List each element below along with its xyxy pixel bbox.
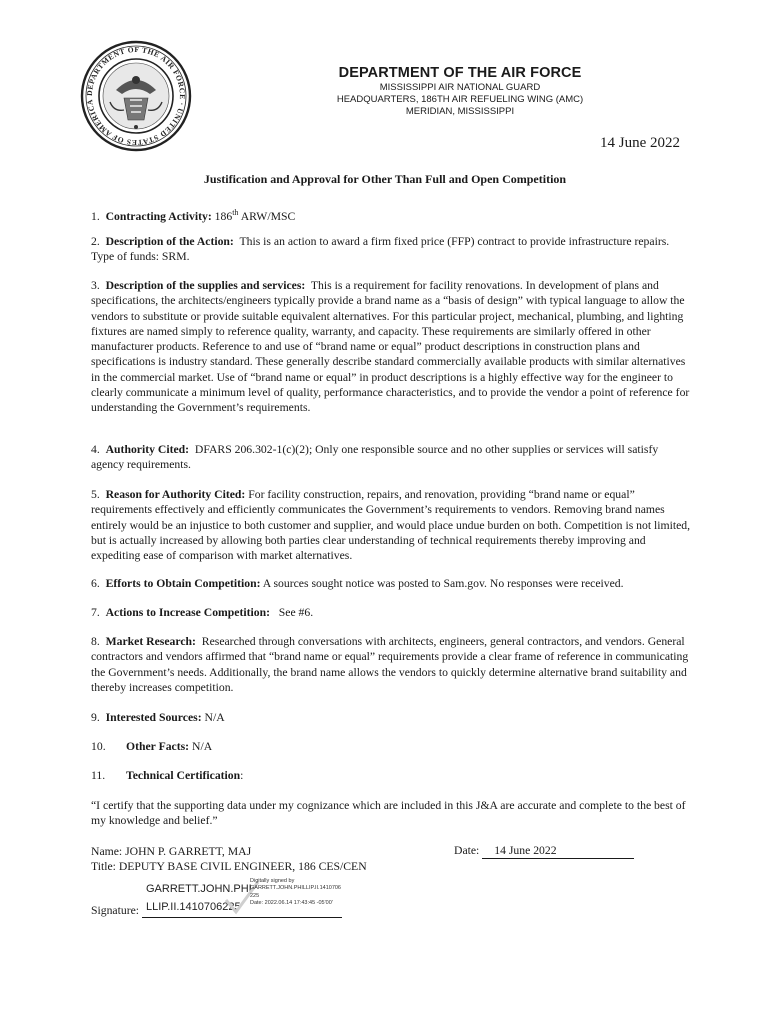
letterhead-department: DEPARTMENT OF THE AIR FORCE <box>338 65 582 81</box>
section-heading: Other Facts: <box>126 740 190 753</box>
section-text: For facility construction, repairs, and renovation, providing “brand name or equal” requirements effectively and efficiently communicates the Government’s requirements to vendors. Removing brand names entirely would be an injustice to both customer and supplier, and would place undue burden on both. Competition is not limited, but is actually increased by allowing both parties clear understanding of technical requirements thereby improving and expediting ease of comparison with market alternatives. <box>91 488 691 563</box>
section-heading: Description of the Action: <box>105 235 234 248</box>
section-number: 8. <box>91 635 100 648</box>
digital-signature-meta1: Digitally signed by <box>250 878 295 884</box>
letterhead-guard: MISSISSIPPI AIR NATIONAL GUARD <box>379 82 541 93</box>
document-date: 14 June 2022 <box>600 135 680 151</box>
digital-signature-meta2: GARRETT.JOHN.PHILLIP.II.1410706 <box>250 885 341 892</box>
section-text-post: ARW/MSC <box>238 209 296 223</box>
section-text: See #6. <box>278 606 314 619</box>
section-text: This is an action to award a firm fixed price (FFP) contract to provide infrastructure repairs. Type of funds: SRM. <box>91 235 670 264</box>
air-force-seal-icon <box>80 40 192 152</box>
signature-line[interactable] <box>142 917 342 918</box>
signer-name: Name: JOHN P. GARRETT, MAJ <box>91 845 252 858</box>
section-technical-certification <box>91 768 691 783</box>
signer-title: Title: DEPUTY BASE CIVIL ENGINEER, 186 CES/CEN <box>91 860 367 873</box>
digital-signature-meta <box>250 878 350 907</box>
section-number: 9. <box>91 711 100 724</box>
section-number: 3. <box>91 279 100 292</box>
document-title: Justification and Approval for Other Than Full and Open Competition <box>203 172 567 186</box>
letterhead <box>290 64 630 118</box>
section-text: N/A <box>192 740 213 753</box>
svg-text:DEPARTMENT OF THE AIR FORCE ·: DEPARTMENT OF THE AIR FORCE · UNITED STATES OF AMERICA <box>84 44 188 148</box>
section-heading: Actions to Increase Competition: <box>105 606 270 619</box>
section-number: 4. <box>91 443 100 456</box>
signer-block <box>91 844 367 874</box>
section-text: : <box>240 769 244 782</box>
section-efforts-competition <box>91 576 691 591</box>
section-authority-cited <box>91 442 691 473</box>
signature-date-label: Date: <box>454 844 480 857</box>
section-market-research <box>91 634 691 695</box>
section-description-supplies <box>91 278 691 416</box>
section-number: 5. <box>91 488 100 501</box>
section-heading: Technical Certification <box>126 769 241 782</box>
section-number: 7. <box>91 606 100 619</box>
section-contracting-activity <box>91 205 691 224</box>
letterhead-hq: HEADQUARTERS, 186TH AIR REFUELING WING (AMC) <box>336 94 584 105</box>
section-text: Researched through conversations with architects, engineers, general contractors, and vendors. General contractors and vendors affirmed that “brand name or equal” requirements provide a clear frame of reference in communicating the Government’s needs. Additionally, the brand name allows the vendors to quickly determine alternative brand suitability and thereby increases competition. <box>91 635 689 694</box>
section-number: 2. <box>91 235 100 248</box>
section-heading: Reason for Authority Cited: <box>105 488 246 501</box>
section-heading: Interested Sources: <box>105 711 202 724</box>
section-heading: Market Research: <box>105 635 196 648</box>
section-heading: Authority Cited: <box>105 443 190 456</box>
section-other-facts <box>91 739 691 754</box>
digital-signature-meta4: Date: 2022.06.14 17:43:45 -05'00' <box>250 899 333 906</box>
letterhead-location: MERIDIAN, MISSISSIPPI <box>405 106 515 117</box>
section-text-sup: th <box>232 208 239 217</box>
section-heading: Description of the supplies and services: <box>105 279 306 292</box>
section-description-action <box>91 234 691 265</box>
section-text: 186 <box>214 209 233 223</box>
section-number: 11. <box>91 769 106 782</box>
section-heading: Contracting Activity: <box>105 209 212 223</box>
digital-signature-name-line1: GARRETT.JOHN.PHI <box>146 883 252 895</box>
section-number: 1. <box>91 209 100 223</box>
section-heading: Efforts to Obtain Competition: <box>105 577 261 590</box>
section-reason-authority <box>91 487 691 563</box>
signature-label: Signature: <box>91 904 140 917</box>
section-text: DFARS 206.302-1(c)(2); Only one responsible source and no other supplies or services will satisfy agency requirements. <box>91 443 659 472</box>
section-number: 6. <box>91 577 100 590</box>
signature-date-value: 14 June 2022 <box>482 844 634 859</box>
digital-signature-meta3: 225 <box>250 892 260 899</box>
section-text: A sources sought notice was posted to Sam.gov. No responses were received. <box>262 577 624 590</box>
certification-statement: “I certify that the supporting data under my cognizance which are included in this J&A are accurate and complete to the best of my knowledge and belief.” <box>91 799 686 828</box>
digital-signature-name-line2: LLIP.II.1410706225 <box>146 901 241 913</box>
section-actions-competition <box>91 605 691 620</box>
section-interested-sources <box>91 710 691 725</box>
section-number: 10. <box>91 740 106 753</box>
signature-date <box>454 844 634 859</box>
section-text: N/A <box>204 711 225 724</box>
section-text: This is a requirement for facility renovations. In development of plans and specifications, the architects/engineers typically provide a brand name as a “basis of design” with typical language to allow the vendors to substitute or provide suitable equivalent alternatives. For this particular project, mechanical, plumbing, and lighting fixtures are named simply to reference quality, warranty, and capacity. These requirements are similarly offered in other manufacturer products. Reference to and use of “brand name or equal” product descriptions in construction plans and specifications is industry standard. These generally describe standard commercially available products with similar alternatives in the commercial market. Use of “brand name or equal” in product descriptions is a highly effective way for the engineer to clearly communicate a minimum level of quality, performance characteristics, and to provide the vendor a point of reference for understanding the Government’s requirements. <box>91 279 690 415</box>
